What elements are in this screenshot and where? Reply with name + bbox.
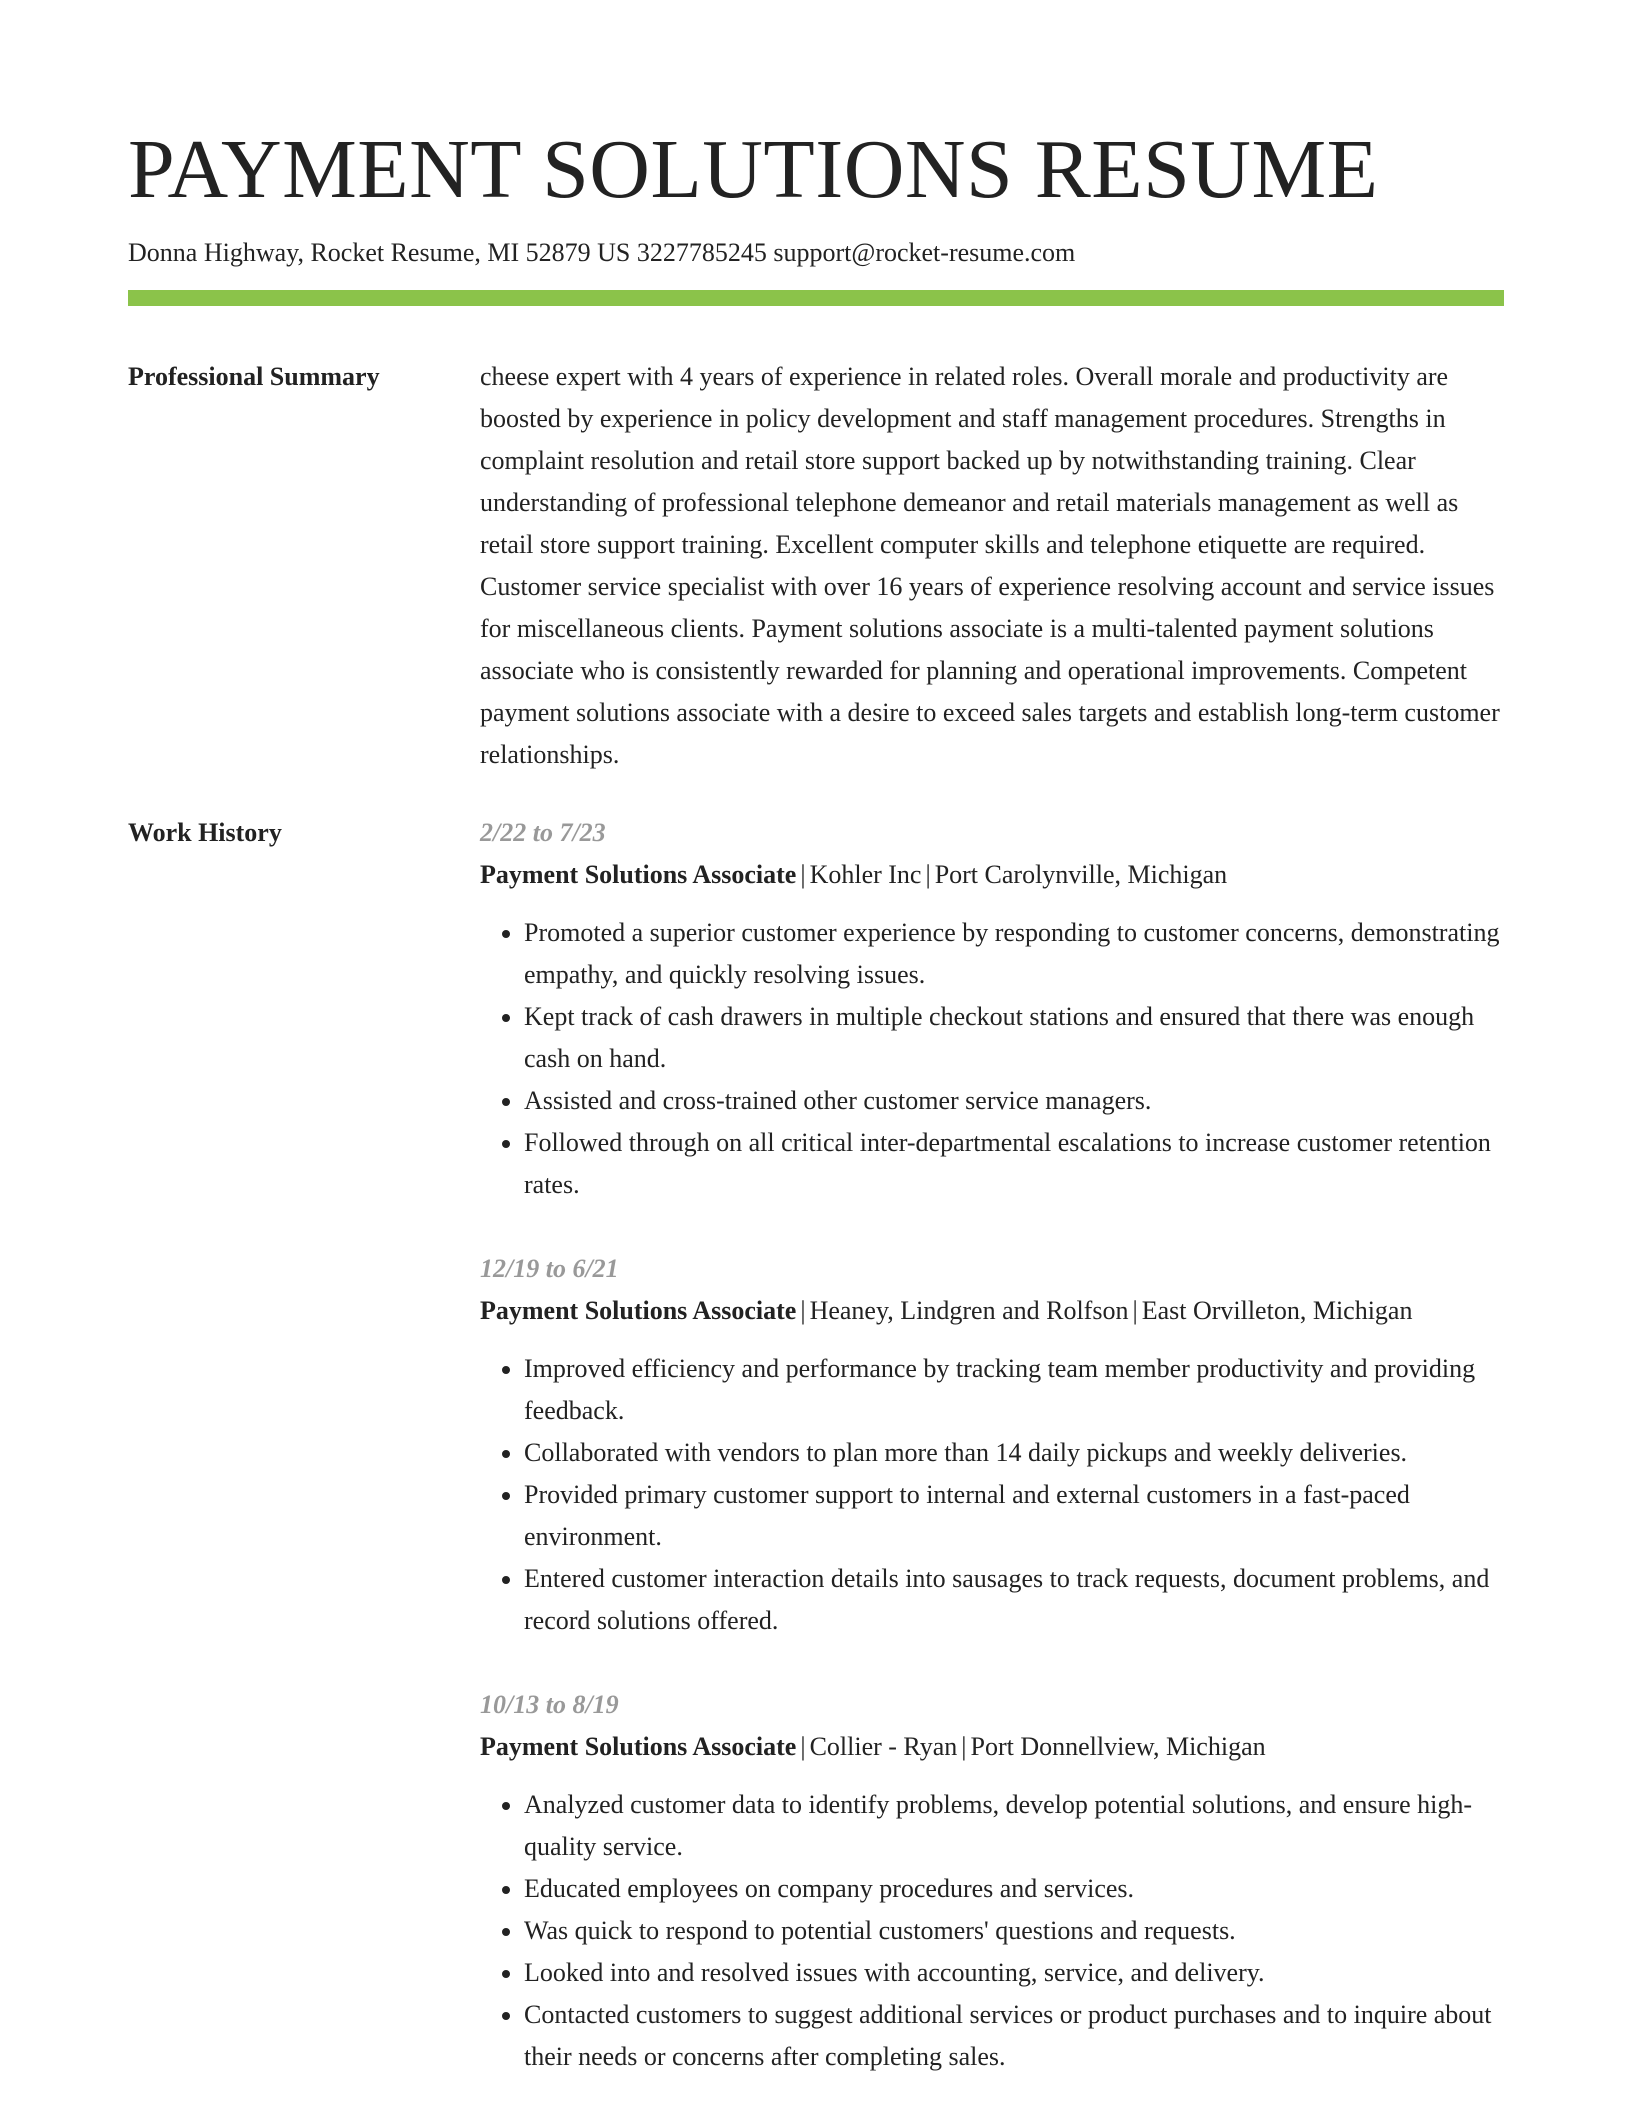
job-bullet: • Educated employees on company procedures and services.: [524, 1868, 1504, 1910]
job-separator: |: [800, 1296, 806, 1325]
job-bullet: • Analyzed customer data to identify problems, develop potential solutions, and ensure high-quality service.: [524, 1784, 1504, 1868]
job-dates: 12/19 to 6/21: [480, 1254, 619, 1283]
job-company: Collier - Ryan: [809, 1732, 958, 1761]
job-bullet: • Contacted customers to suggest additional services or product purchases and to inquire about their needs or concerns after completing sales.: [524, 1994, 1504, 2078]
job-list: [480, 812, 1504, 2078]
job-company: Kohler Inc: [809, 860, 922, 889]
job-separator: |: [800, 860, 806, 889]
job-bullet: • Kept track of cash drawers in multiple checkout stations and ensured that there was enough cash on hand.: [524, 996, 1504, 1080]
job-company: Heaney, Lindgren and Rolfson: [809, 1296, 1129, 1325]
job-entry: [480, 1248, 1504, 1642]
job-bullet: • Followed through on all critical inter-departmental escalations to increase customer retention rates.: [524, 1122, 1504, 1206]
job-title: Payment Solutions Associate: [480, 860, 797, 889]
job-bullet: • Improved efficiency and performance by tracking team member productivity and providing feedback.: [524, 1348, 1504, 1432]
job-title: Payment Solutions Associate: [480, 1732, 797, 1761]
job-bullet: • Provided primary customer support to internal and external customers in a fast-paced environment.: [524, 1474, 1504, 1558]
summary-section: [128, 356, 1504, 776]
contact-phone: 3227785245: [636, 238, 767, 267]
contact-address: Donna Highway, Rocket Resume, MI 52879 US: [128, 238, 631, 267]
contact-line: [128, 236, 1504, 270]
job-separator: |: [800, 1732, 806, 1761]
job-dates: 2/22 to 7/23: [480, 818, 606, 847]
summary-text: cheese expert with 4 years of experience in related roles. Overall morale and productivity are boosted by experience in policy development and staff management procedures. Strengths in complaint resolution and retail store support backed up by notwithstanding training. Clear understanding of professional telephone demeanor and retail materials management as well as retail store support training. Excellent computer skills and telephone etiquette are required. Customer service specialist with over 16 years of experience resolving account and service issues for miscellaneous clients. Payment solutions associate is a multi-talented payment solutions associate who is consistently rewarded for planning and operational improvements. Competent payment solutions associate with a desire to exceed sales targets and establish long-term customer relationships.: [480, 362, 1500, 769]
job-bullet: • Collaborated with vendors to plan more than 14 daily pickups and weekly deliveries.: [524, 1432, 1504, 1474]
job-separator: |: [1132, 1296, 1138, 1325]
work-history-heading: Work History: [128, 818, 282, 847]
job-bullets: [480, 1784, 1504, 2078]
job-bullet: • Was quick to respond to potential customers' questions and requests.: [524, 1910, 1504, 1952]
contact-email: support@rocket-resume.com: [773, 238, 1076, 267]
job-title: Payment Solutions Associate: [480, 1296, 797, 1325]
job-dates: 10/13 to 8/19: [480, 1690, 619, 1719]
resume-title: PAYMENT SOLUTIONS RESUME: [128, 123, 1379, 216]
job-header: [480, 1290, 1504, 1332]
job-entry: [480, 1684, 1504, 2078]
job-separator: |: [925, 860, 931, 889]
job-entry: [480, 812, 1504, 1206]
job-bullets: [480, 912, 1504, 1206]
job-header: [480, 1726, 1504, 1768]
job-location: Port Carolynville, Michigan: [934, 860, 1228, 889]
job-separator: |: [961, 1732, 967, 1761]
job-location: Port Donnellview, Michigan: [970, 1732, 1266, 1761]
job-header: [480, 854, 1504, 896]
job-bullet: • Assisted and cross-trained other customer service managers.: [524, 1080, 1504, 1122]
job-bullet: • Promoted a superior customer experience by responding to customer concerns, demonstrating empathy, and quickly resolving issues.: [524, 912, 1504, 996]
job-location: East Orvilleton, Michigan: [1141, 1296, 1413, 1325]
job-bullets: [480, 1348, 1504, 1642]
header-divider: [128, 290, 1504, 306]
job-bullet: • Looked into and resolved issues with accounting, service, and delivery.: [524, 1952, 1504, 1994]
summary-body: [480, 356, 1504, 776]
work-history-section: [128, 812, 1504, 2078]
summary-heading: Professional Summary: [128, 362, 380, 391]
job-bullet: • Entered customer interaction details into sausages to track requests, document problems, and record solutions offered.: [524, 1558, 1504, 1642]
resume-page: [128, 0, 1504, 2078]
